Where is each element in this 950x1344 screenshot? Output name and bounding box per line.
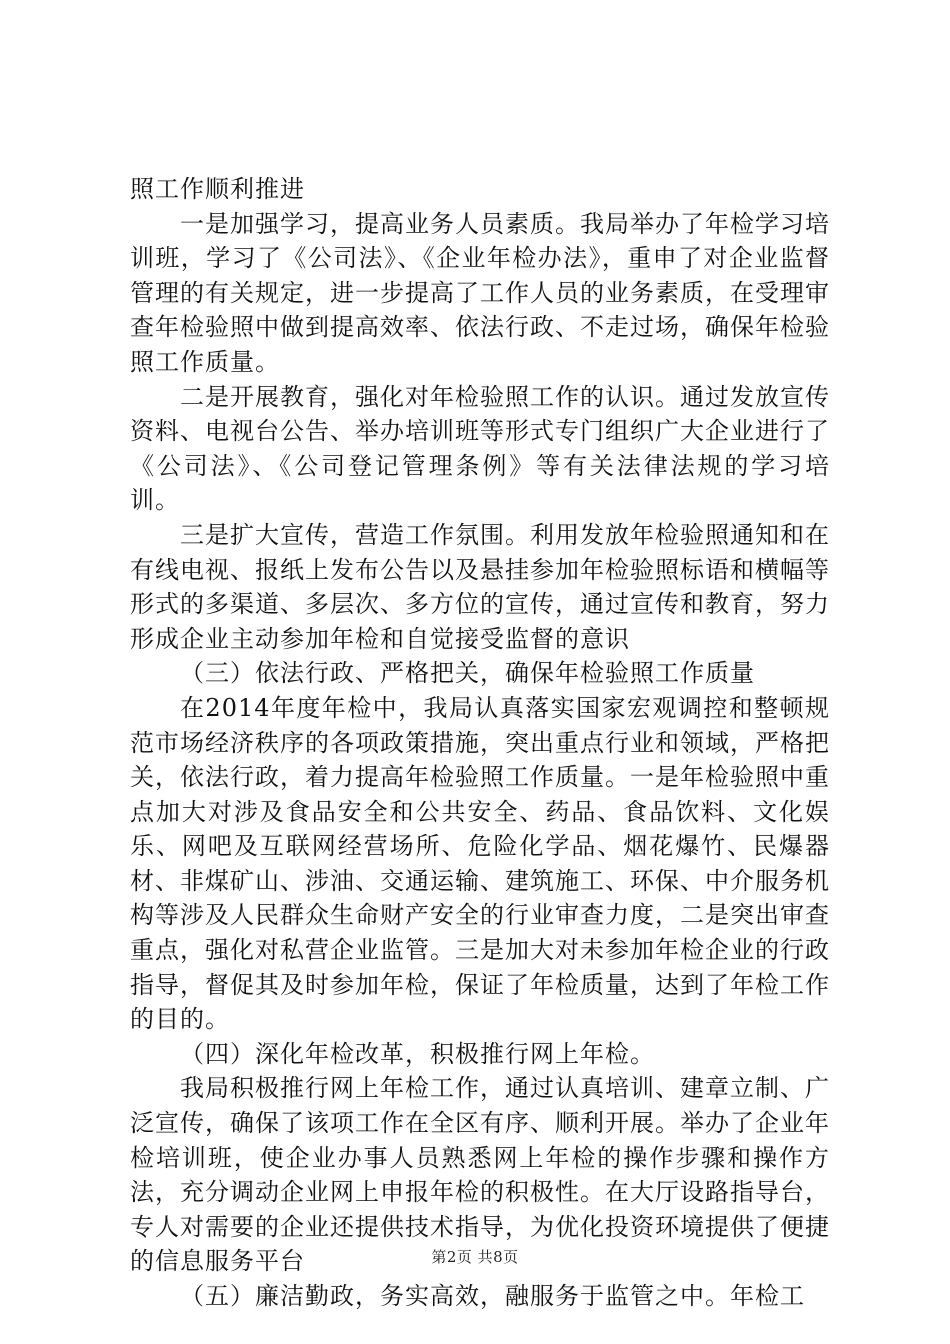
paragraph-annual-inspection: 在2014年度年检中，我局认真落实国家宏观调控和整顿规范市场经济秩序的各项政策措施，突出重点行业和领域，严格把关，依法行政，着力提高年检验照工作质量。一是年检验照中重点加大对涉及食品安全和公共安全、药品、食品饮料、文化娱乐、网吧及互联网经营场所、危险化学品、烟花爆竹、民爆器材、非煤矿山、涉油、交通运输、建筑施工、环保、中介服务机构等涉及人民群众生命财产安全的行业审查力度，二是突出审查重点，强化对私营企业监管。三是加大对未参加年检企业的行政指导，督促其及时参加年检，保证了年检质量，达到了年检工作的目的。 — [130, 693, 830, 1034]
section-heading-3: （三）依法行政、严格把关，确保年检验照工作质量 — [180, 659, 755, 688]
document-body — [130, 172, 830, 1314]
paragraph-education: 二是开展教育，强化对年检验照工作的认识。通过发放宣传资料、电视台公告、举办培训班等形式专门组织广大企业进行了《公司法》、《公司登记管理条例》等有关法律法规的学习培训。 — [130, 382, 830, 515]
paragraph-publicity: 三是扩大宣传，营造工作氛围。利用发放年检验照通知和在有线电视、报纸上发布公告以及悬挂参加年检验照标语和横幅等形式的多渠道、多层次、多方位的宣传，通过宣传和教育，努力形成企业主动参加年检和自觉接受监督的意识 — [130, 520, 830, 653]
paragraph-online-inspection: 我局积极推行网上年检工作，通过认真培训、建章立制、广泛宣传，确保了该项工作在全区有序、顺利开展。举办了企业年检培训班，使企业办事人员熟悉网上年检的操作步骤和操作方法，充分调动企业网上申报年检的积极性。在大厅设路指导台，专人对需要的企业还提供技术指导，为优化投资环境提供了便捷的信息服务平台 — [130, 1074, 830, 1276]
paragraph-strengthen-study: 一是加强学习，提高业务人员素质。我局举办了年检学习培训班，学习了《公司法》、《企业年检办法》，重申了对企业监督管理的有关规定，进一步提高了工作人员的业务素质，在受理审查年检验照中做到提高效率、依法行政、不走过场，确保年检验照工作质量。 — [130, 209, 830, 376]
section-heading-4: （四）深化年检改革，积极推行网上年检。 — [180, 1039, 655, 1068]
page-footer: 第2页 共8页 — [431, 1248, 519, 1266]
section-heading-5: （五）廉洁勤政，务实高效，融服务于监管之中。年检工 — [180, 1282, 805, 1310]
paragraph-continuation: 照工作顺利推进 — [130, 175, 305, 203]
